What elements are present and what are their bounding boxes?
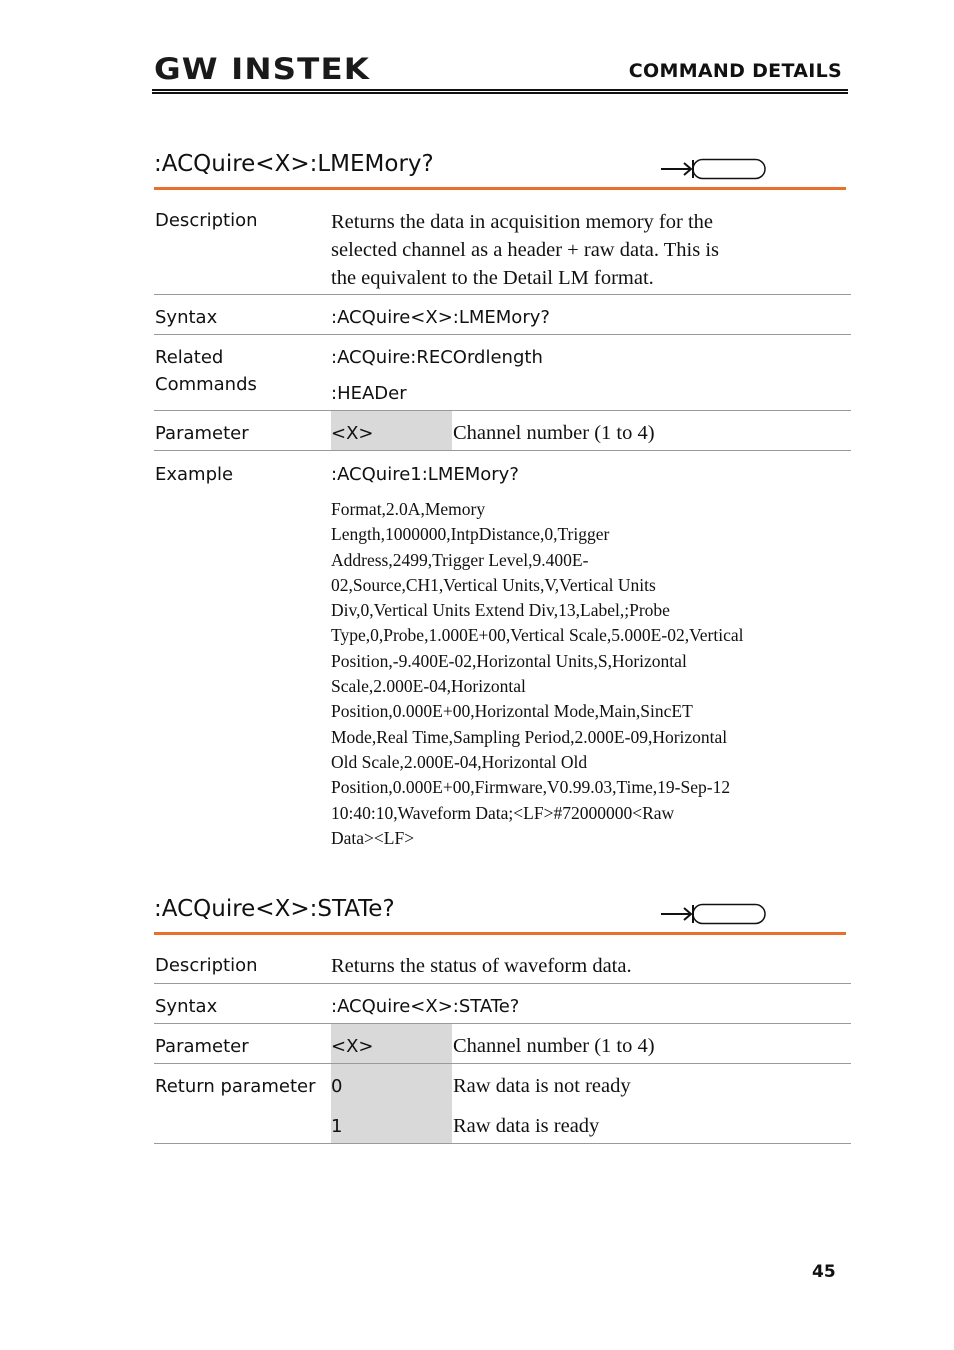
response-line: Address,2499,Trigger Level,9.400E- <box>331 549 589 570</box>
example-command: :ACQuire1:LMEMory? <box>331 464 519 485</box>
gw-instek-logo: GW INSTEK <box>154 52 371 86</box>
response-line: Div,0,Vertical Units Extend Div,13,Label,;Probe <box>331 600 670 621</box>
syntax-label: Syntax <box>155 307 218 328</box>
response-line: Type,0,Probe,1.000E+00,Vertical Scale,5.000E-02,Vertical <box>331 625 744 646</box>
row-divider <box>154 983 851 984</box>
page-number: 45 <box>812 1262 836 1282</box>
parameter-label: Parameter <box>155 423 249 444</box>
description-line: the equivalent to the Detail LM format. <box>331 267 654 289</box>
command-title-state: :ACQuire<X>:STATe? <box>154 896 395 922</box>
return-description: Raw data is not ready <box>453 1075 631 1097</box>
response-line: Data><LF> <box>331 827 415 848</box>
syntax-value: :ACQuire<X>:STATe? <box>331 996 520 1017</box>
description-text: Returns the status of waveform data. <box>331 955 632 977</box>
related-command: :HEADer <box>331 383 407 404</box>
description-label: Description <box>155 955 258 976</box>
query-arrow-icon <box>660 903 766 927</box>
param-name: <X> <box>331 423 374 444</box>
example-response <box>331 497 851 851</box>
response-line: Format,2.0A,Memory <box>331 499 486 519</box>
return-description: Raw data is ready <box>453 1115 600 1137</box>
row-divider <box>154 1063 851 1064</box>
response-line: Position,-9.400E-02,Horizontal Units,S,Horizontal <box>331 650 687 671</box>
command-title-rule <box>154 187 846 190</box>
return-parameter-label: Return parameter <box>155 1076 316 1097</box>
response-line: 10:40:10,Waveform Data;<LF>#72000000<Raw <box>331 802 675 823</box>
return-shade <box>331 1064 452 1143</box>
response-line: 02,Source,CH1,Vertical Units,V,Vertical Units <box>331 574 656 595</box>
return-value: 0 <box>331 1076 343 1097</box>
param-description: Channel number (1 to 4) <box>453 1035 655 1057</box>
response-line: Old Scale,2.000E-04,Horizontal Old <box>331 751 588 772</box>
related-label <box>155 344 257 398</box>
param-name: <X> <box>331 1036 374 1057</box>
row-divider <box>154 1143 851 1144</box>
description-line: selected channel as a header + raw data. This is <box>331 239 719 261</box>
query-arrow-icon <box>660 158 766 182</box>
response-line: Length,1000000,IntpDistance,0,Trigger <box>331 524 610 545</box>
param-description: Channel number (1 to 4) <box>453 422 655 444</box>
row-divider <box>154 410 851 411</box>
row-divider <box>154 450 851 451</box>
example-label: Example <box>155 464 234 485</box>
description-text <box>331 208 831 292</box>
related-label-line: Related <box>155 347 224 368</box>
command-title-lmemory: :ACQuire<X>:LMEMory? <box>154 151 434 177</box>
syntax-label: Syntax <box>155 996 218 1017</box>
response-line: Position,0.000E+00,Horizontal Mode,Main,SincET <box>331 701 693 722</box>
command-title-rule <box>154 932 846 935</box>
description-line: Returns the data in acquisition memory for the <box>331 211 714 233</box>
response-line: Mode,Real Time,Sampling Period,2.000E-09,Horizontal <box>331 726 728 747</box>
row-divider <box>154 334 851 335</box>
syntax-value: :ACQuire<X>:LMEMory? <box>331 307 550 328</box>
description-label: Description <box>155 210 258 231</box>
row-divider <box>154 1023 851 1024</box>
related-label-line: Commands <box>155 374 257 395</box>
parameter-label: Parameter <box>155 1036 249 1057</box>
header-rule <box>152 89 848 94</box>
related-command: :ACQuire:RECOrdlength <box>331 347 543 368</box>
response-line: Position,0.000E+00,Firmware,V0.99.03,Time,19-Sep-12 <box>331 777 731 798</box>
row-divider <box>154 294 851 295</box>
response-line: Scale,2.000E-04,Horizontal <box>331 676 526 697</box>
section-title: COMMAND DETAILS <box>628 60 842 82</box>
return-value: 1 <box>331 1116 343 1137</box>
